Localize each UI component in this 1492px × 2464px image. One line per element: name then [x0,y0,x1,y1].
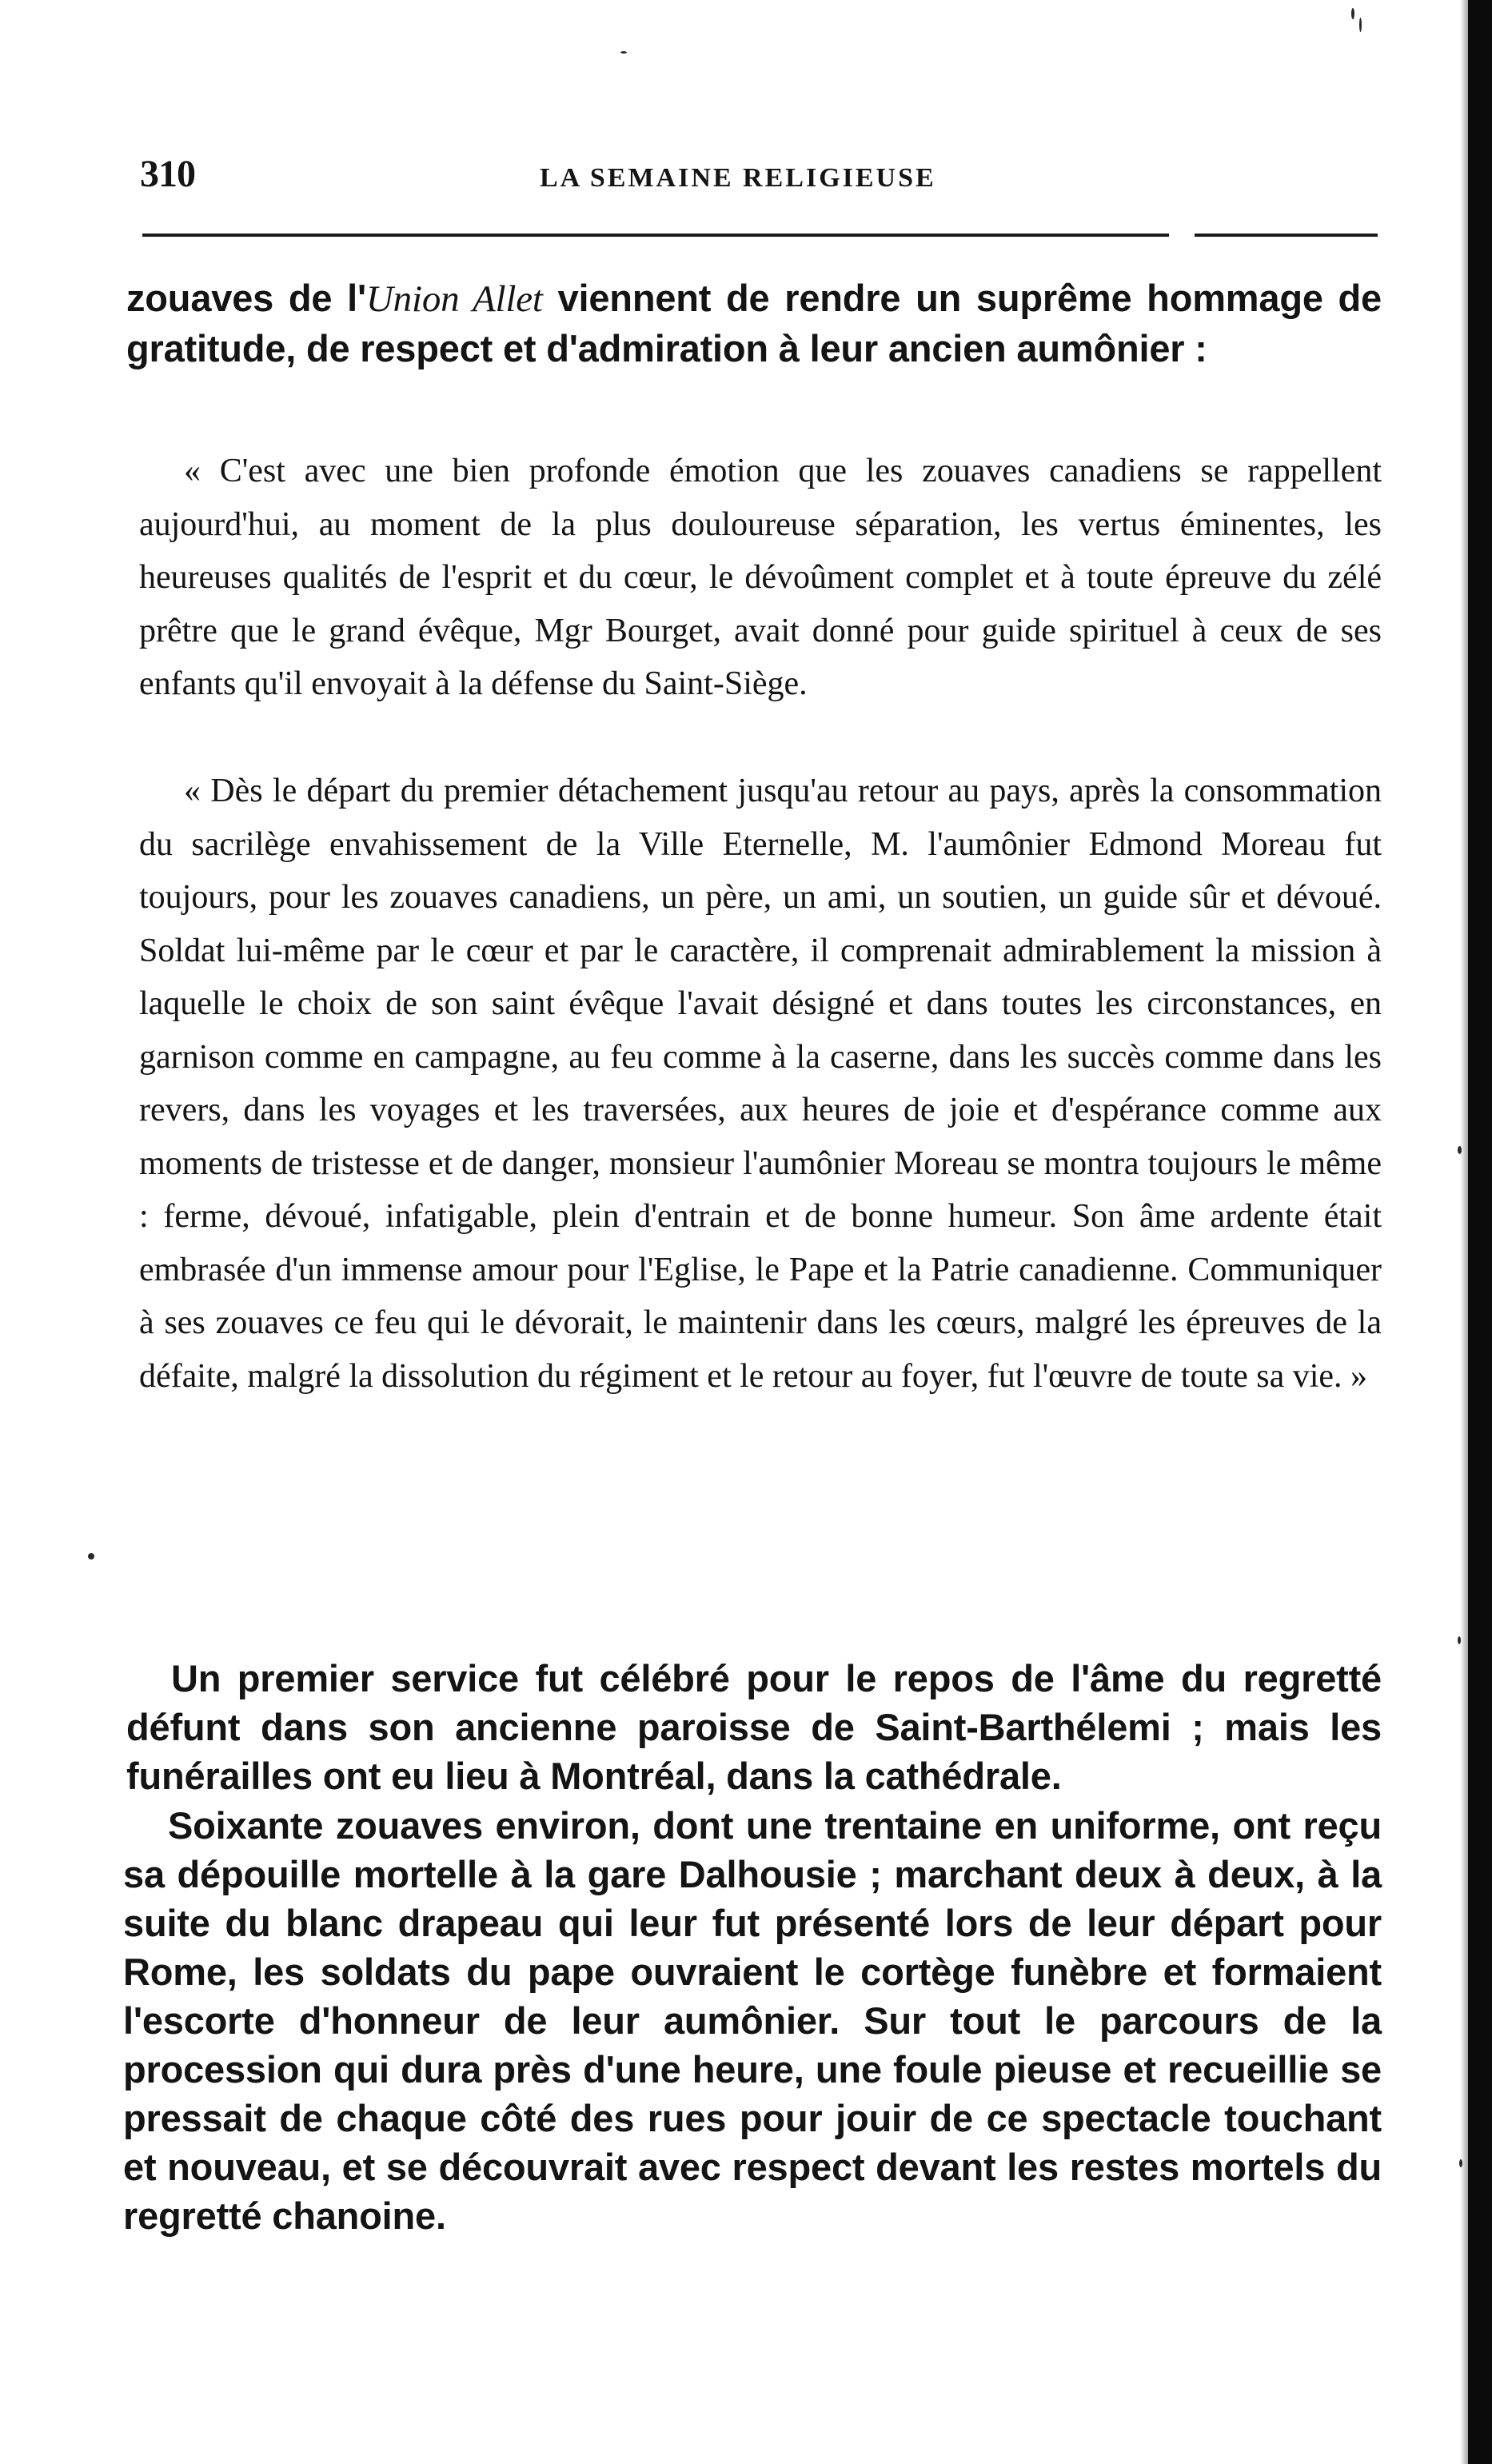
running-header [140,152,1375,208]
paragraph-first-service: Un premier service fut célébré pour le repos de l'âme du regretté défunt dans son ancienne paroisse de Saint-Barthélemi ; mais les funérailles ont eu lieu à Montréal, dans la cathédrale. [126,1657,1382,1797]
page-number: 310 [140,153,195,195]
scan-speck [1359,18,1362,32]
header-rule-gap [1169,230,1195,240]
scan-speck [1351,8,1354,19]
quote-paragraph-2: « Dès le départ du premier détachement jusqu'au retour au pays, après la consommation du sacrilège envahissement de la Ville Eternelle, M. l'aumônier Edmond Moreau fut toujours, pour les zouaves canadiens, un père, un ami, un soutien, un guide sûr et dévoué. Soldat lui-même par le cœur et par le caractère, il comprenait admirablement la mission à laquelle le choix de son saint évêque l'avait désigné et dans toutes les circonstances, en garnison comme en campagne, au feu comme à la caserne, dans les succès comme dans les revers, dans les voyages et les traversées, aux heures de joie et d'espérance comme aux moments de tristesse et de danger, monsieur l'aumônier Moreau se montra toujours le même : ferme, dévoué, infatigable, plein d'entrain et de bonne humeur. Son âme ardente était embrasée d'un immense amour pour l'Eglise, le Pape et la Patrie canadienne. Communiquer à ses zouaves ce feu qui le dévorait, le maintenir dans les cœurs, malgré les épreuves de la défaite, malgré la dissolution du régiment et le retour au foyer, fut l'œuvre de toute sa vie. » [139,773,1382,1395]
scan-binding-edge [1468,0,1492,2464]
paragraph-funeral-procession: Soixante zouaves environ, dont une trentaine en uniforme, ont reçu sa dépouille mortelle à la gare Dalhousie ; marchant deux à deux, à la suite du blanc drapeau qui leur fut présenté lors de leur départ pour Rome, les soldats du pape ouvraient le cortège funèbre et formaient l'escorte d'honneur de leur aumônier. Sur tout le parcours de la procession qui dura près d'une heure, une foule pieuse et recueillie se pressait de chaque côté des rues pour jouir de ce spectacle touchant et nouveau, et se découvrait avec respect devant les restes mortels du regretté chanoine. [123,1804,1382,2237]
scan-speck [1459,2159,1462,2167]
quote-paragraph-1: « C'est avec une bien profonde émotion que les zouaves canadiens se rappellent aujourd'hui, au moment de la plus douloureuse séparation, les vertus éminentes, les heureuses qualités de l'esprit et du cœur, le dévoûment complet et à toute épreuve du zélé prêtre que le grand évêque, Mgr Bourget, avait donné pour guide spirituel à ceux de ses enfants qu'il envoyait à la défense du Saint-Siège. [139,453,1382,702]
intro-text-after: viennent de rendre un suprême hommage de gratitude, de respect et d'admiration à leur ancien aumônier : [126,277,1382,369]
intro-italic-title: Union Allet [365,278,543,320]
scan-speck [620,51,627,54]
paragraph-intro [126,274,1382,373]
intro-text-before: zouaves de l' [126,277,366,319]
scan-speck [1458,1636,1461,1644]
journal-title: LA SEMAINE RELIGIEUSE [540,163,936,193]
scan-speck [88,1553,94,1559]
scan-speck [1458,1146,1462,1154]
